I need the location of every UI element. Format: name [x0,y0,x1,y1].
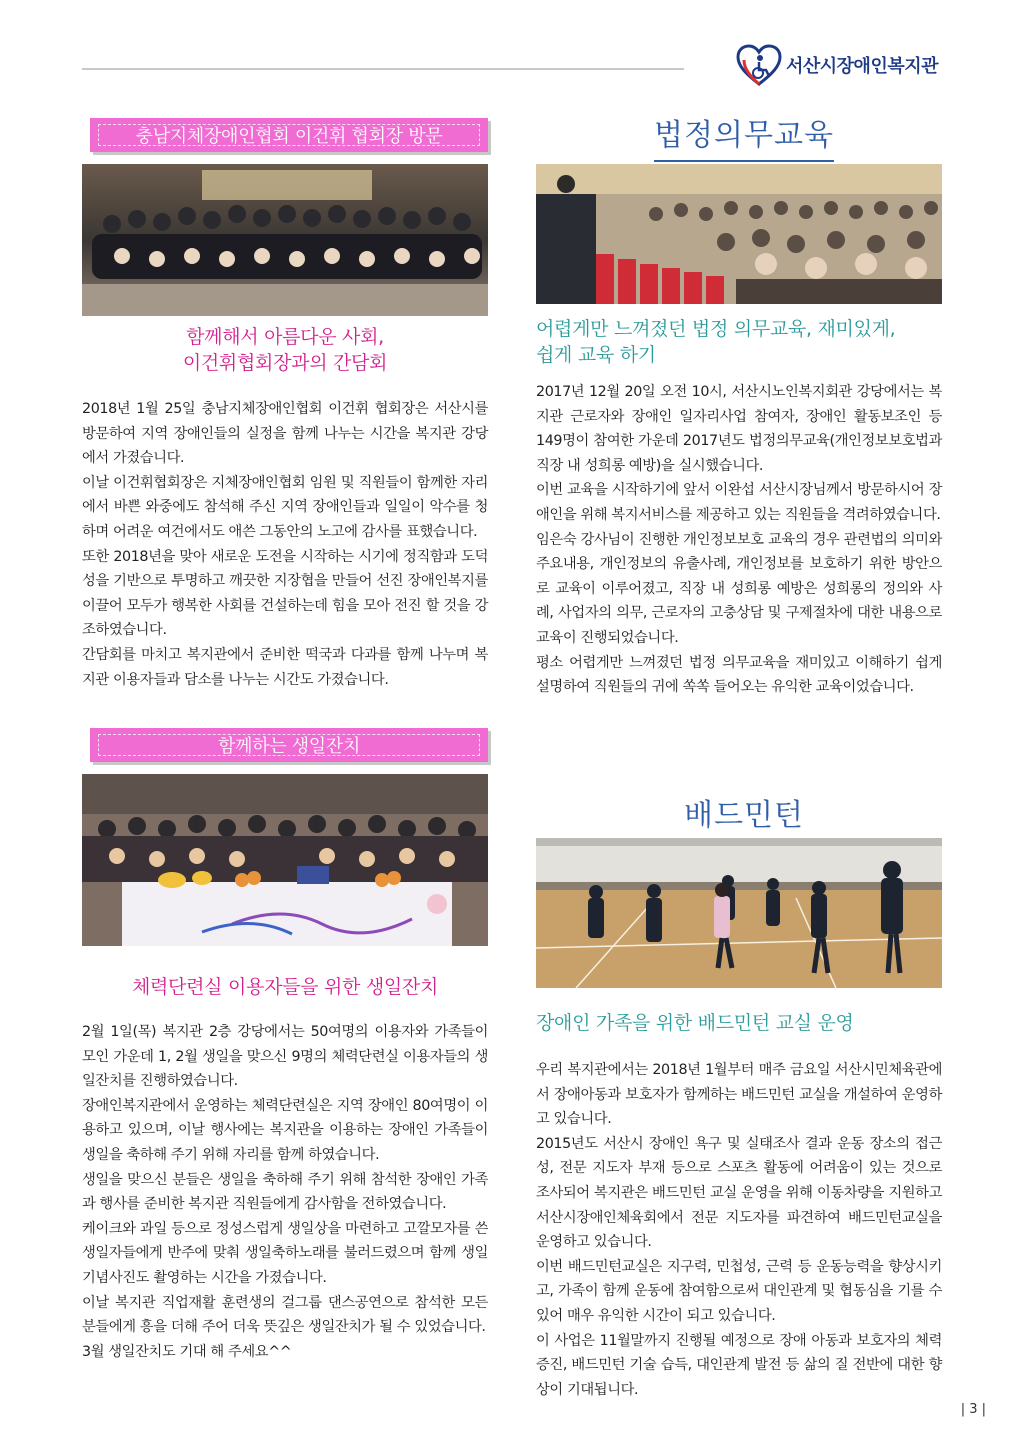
article2-body [82,1020,488,1364]
article3-body [536,380,942,700]
paragraph: 3월 생일잔치도 기대 해 주세요^^ [82,1343,292,1360]
header-rule [82,68,684,70]
paragraph: 2015년도 서산시 장애인 욕구 및 실태조사 결과 운동 장소의 접근성, 전문 지도자 부재 등으로 스포츠 활동에 어려움이 있는 것으로 조사되어 복지관은 배드민턴 교실 운영을 위해 이동차량을 지원하고 서산시장애인체육회에서 전문 지도자를 파견하여 배드민턴교실을 운영하고 있습니다. [536,1135,942,1251]
birthday-party-photo [82,774,488,946]
paragraph: 이번 교육을 시작하기에 앞서 이완섭 서산시장님께서 방문하시어 장애인을 위해 복지서비스를 제공하고 있는 직원들을 격려하였습니다. [536,482,942,523]
paragraph: 간담회를 마치고 복지관에서 준비한 떡국과 다과를 함께 나누며 복지관 이용자들과 담소를 나누는 시간도 가졌습니다. [82,646,488,688]
paragraph: 평소 어렵게만 느껴졌던 법정 의무교육을 재미있고 이해하기 쉽게 설명하여 직원들의 귀에 쏙쏙 들어오는 유익한 교육이었습니다. [536,654,942,696]
article4-subtitle: 장애인 가족을 위한 배드민턴 교실 운영 [536,1012,854,1034]
article4-title: 배드민턴 [680,790,808,834]
article1-body [82,397,488,692]
paragraph: 이 사업은 11월말까지 진행될 예정으로 장애 아동과 보호자의 체력 증진, 배드민턴 기술 습득, 대인관계 발전 등 삶의 질 전반에 대한 향상이 기대됩니다. [536,1332,942,1398]
article3-title: 법정의무교육 [654,110,834,154]
heart-wheelchair-logo-icon [736,44,782,86]
paragraph: 케이크와 과일 등으로 정성스럽게 생일상을 마련하고 고깔모자를 쓴 생일자들에게 반주에 맞춰 생일축하노래를 불러드렸으며 함께 생일기념사진도 촬영하는 시간을 가졌습니다. [82,1220,488,1286]
paragraph: 이번 배드민턴교실은 지구력, 민첩성, 근력 등 운동능력을 향상시키고, 가족이 함께 운동에 참여함으로써 대인관계 및 협동심을 기를 수 있어 매우 유익한 시간이 되고 있습니다. [536,1258,942,1324]
article2-subtitle: 체력단련실 이용자들을 위한 생일잔치 [131,976,439,998]
education-seminar-photo [536,164,942,304]
org-logo [736,44,938,86]
paragraph: 또한 2018년을 맞아 새로운 도전을 시작하는 시기에 정직함과 도덕성을 기반으로 투명하고 깨끗한 지장협을 만들어 선진 장애인복지를 이끌어 모두가 행복한 사회를 건설하는데 힘을 모아 전진 할 것을 강조하였습니다. [82,548,488,639]
page-number: | 3 | [960,1402,986,1417]
paragraph: 이날 이건휘협회장은 지체장애인협회 임원 및 직원들이 함께한 자리에서 바쁜 와중에도 참석해 주신 지역 장애인들과 일일이 악수를 청하며 어려운 여건에서도 애쓴 그동안의 노고에 감사를 표했습니다. [82,474,488,540]
title-underline [654,160,834,162]
paragraph: 장애인복지관에서 운영하는 체력단련실은 지역 장애인 80여명이 이용하고 있으며, 이날 행사에는 복지관을 이용하는 장애인 가족들이 생일을 축하해 주기 위해 자리를 함께 하였습니다. [82,1097,488,1163]
article1-banner: 충남지체장애인협회 이건휘 협회장 방문 [90,118,488,152]
group-photo-association-visit [82,164,488,316]
paragraph: 2017년 12월 20일 오전 10시, 서산시노인복지회관 강당에서는 복지관 근로자와 장애인 일자리사업 참여자, 장애인 활동보조인 등 149명이 참여한 가운데 2017년도 법정의무교육(개인정보보호법과 직장 내 성희롱 예방)을 실시했습니다. [536,384,942,474]
paragraph: 임은숙 강사님이 진행한 개인정보보호 교육의 경우 관련법의 의미와 주요내용, 개인정보의 유출사례, 개인정보를 보호하기 위한 방안으로 교육이 이루어졌고, 직장 내 성희롱 예방은 성희롱의 정의와 사례, 사업자의 의무, 근로자의 고충상담 및 구제절차에 대한 내용으로 교육이 진행되었습니다. [536,531,942,646]
article3-subtitle: 어렵게만 느껴졌던 법정 의무교육, 재미있게, 쉽게 교육 하기 [536,318,896,366]
paragraph: 이날 복지관 직업재활 훈련생의 걸그룹 댄스공연으로 참석한 모든 분들에게 흥을 더해 주어 더욱 뜻깊은 생일잔치가 될 수 있었습니다. [82,1294,488,1336]
paragraph: 생일을 맞으신 분들은 생일을 축하해 주기 위해 참석한 장애인 가족과 행사를 준비한 복지관 직원들에게 감사함을 전하였습니다. [82,1171,488,1213]
paragraph: 우리 복지관에서는 2018년 1월부터 매주 금요일 서산시민체육관에서 장애아동과 보호자가 함께하는 배드민턴 교실을 개설하여 운영하고 있습니다. [536,1062,942,1128]
badminton-class-photo [536,838,942,988]
paragraph: 2월 1일(목) 복지관 2층 강당에서는 50여명의 이용자와 가족들이 모인 가운데 1, 2월 생일을 맞으신 9명의 체력단련실 이용자들의 생일잔치를 진행하였습니다. [82,1024,488,1090]
article2-banner: 함께하는 생일잔치 [90,728,488,762]
org-name: 서산시장애인복지관 [786,56,938,77]
article4-body [536,1058,942,1402]
paragraph: 2018년 1월 25일 충남지체장애인협회 이건휘 협회장은 서산시를 방문하여 지역 장애인들의 실정을 함께 나누는 시간을 복지관 강당에서 가졌습니다. [82,401,488,467]
article1-subtitle: 함께해서 아름다운 사회, 이건휘협회장과의 간담회 [182,326,388,374]
